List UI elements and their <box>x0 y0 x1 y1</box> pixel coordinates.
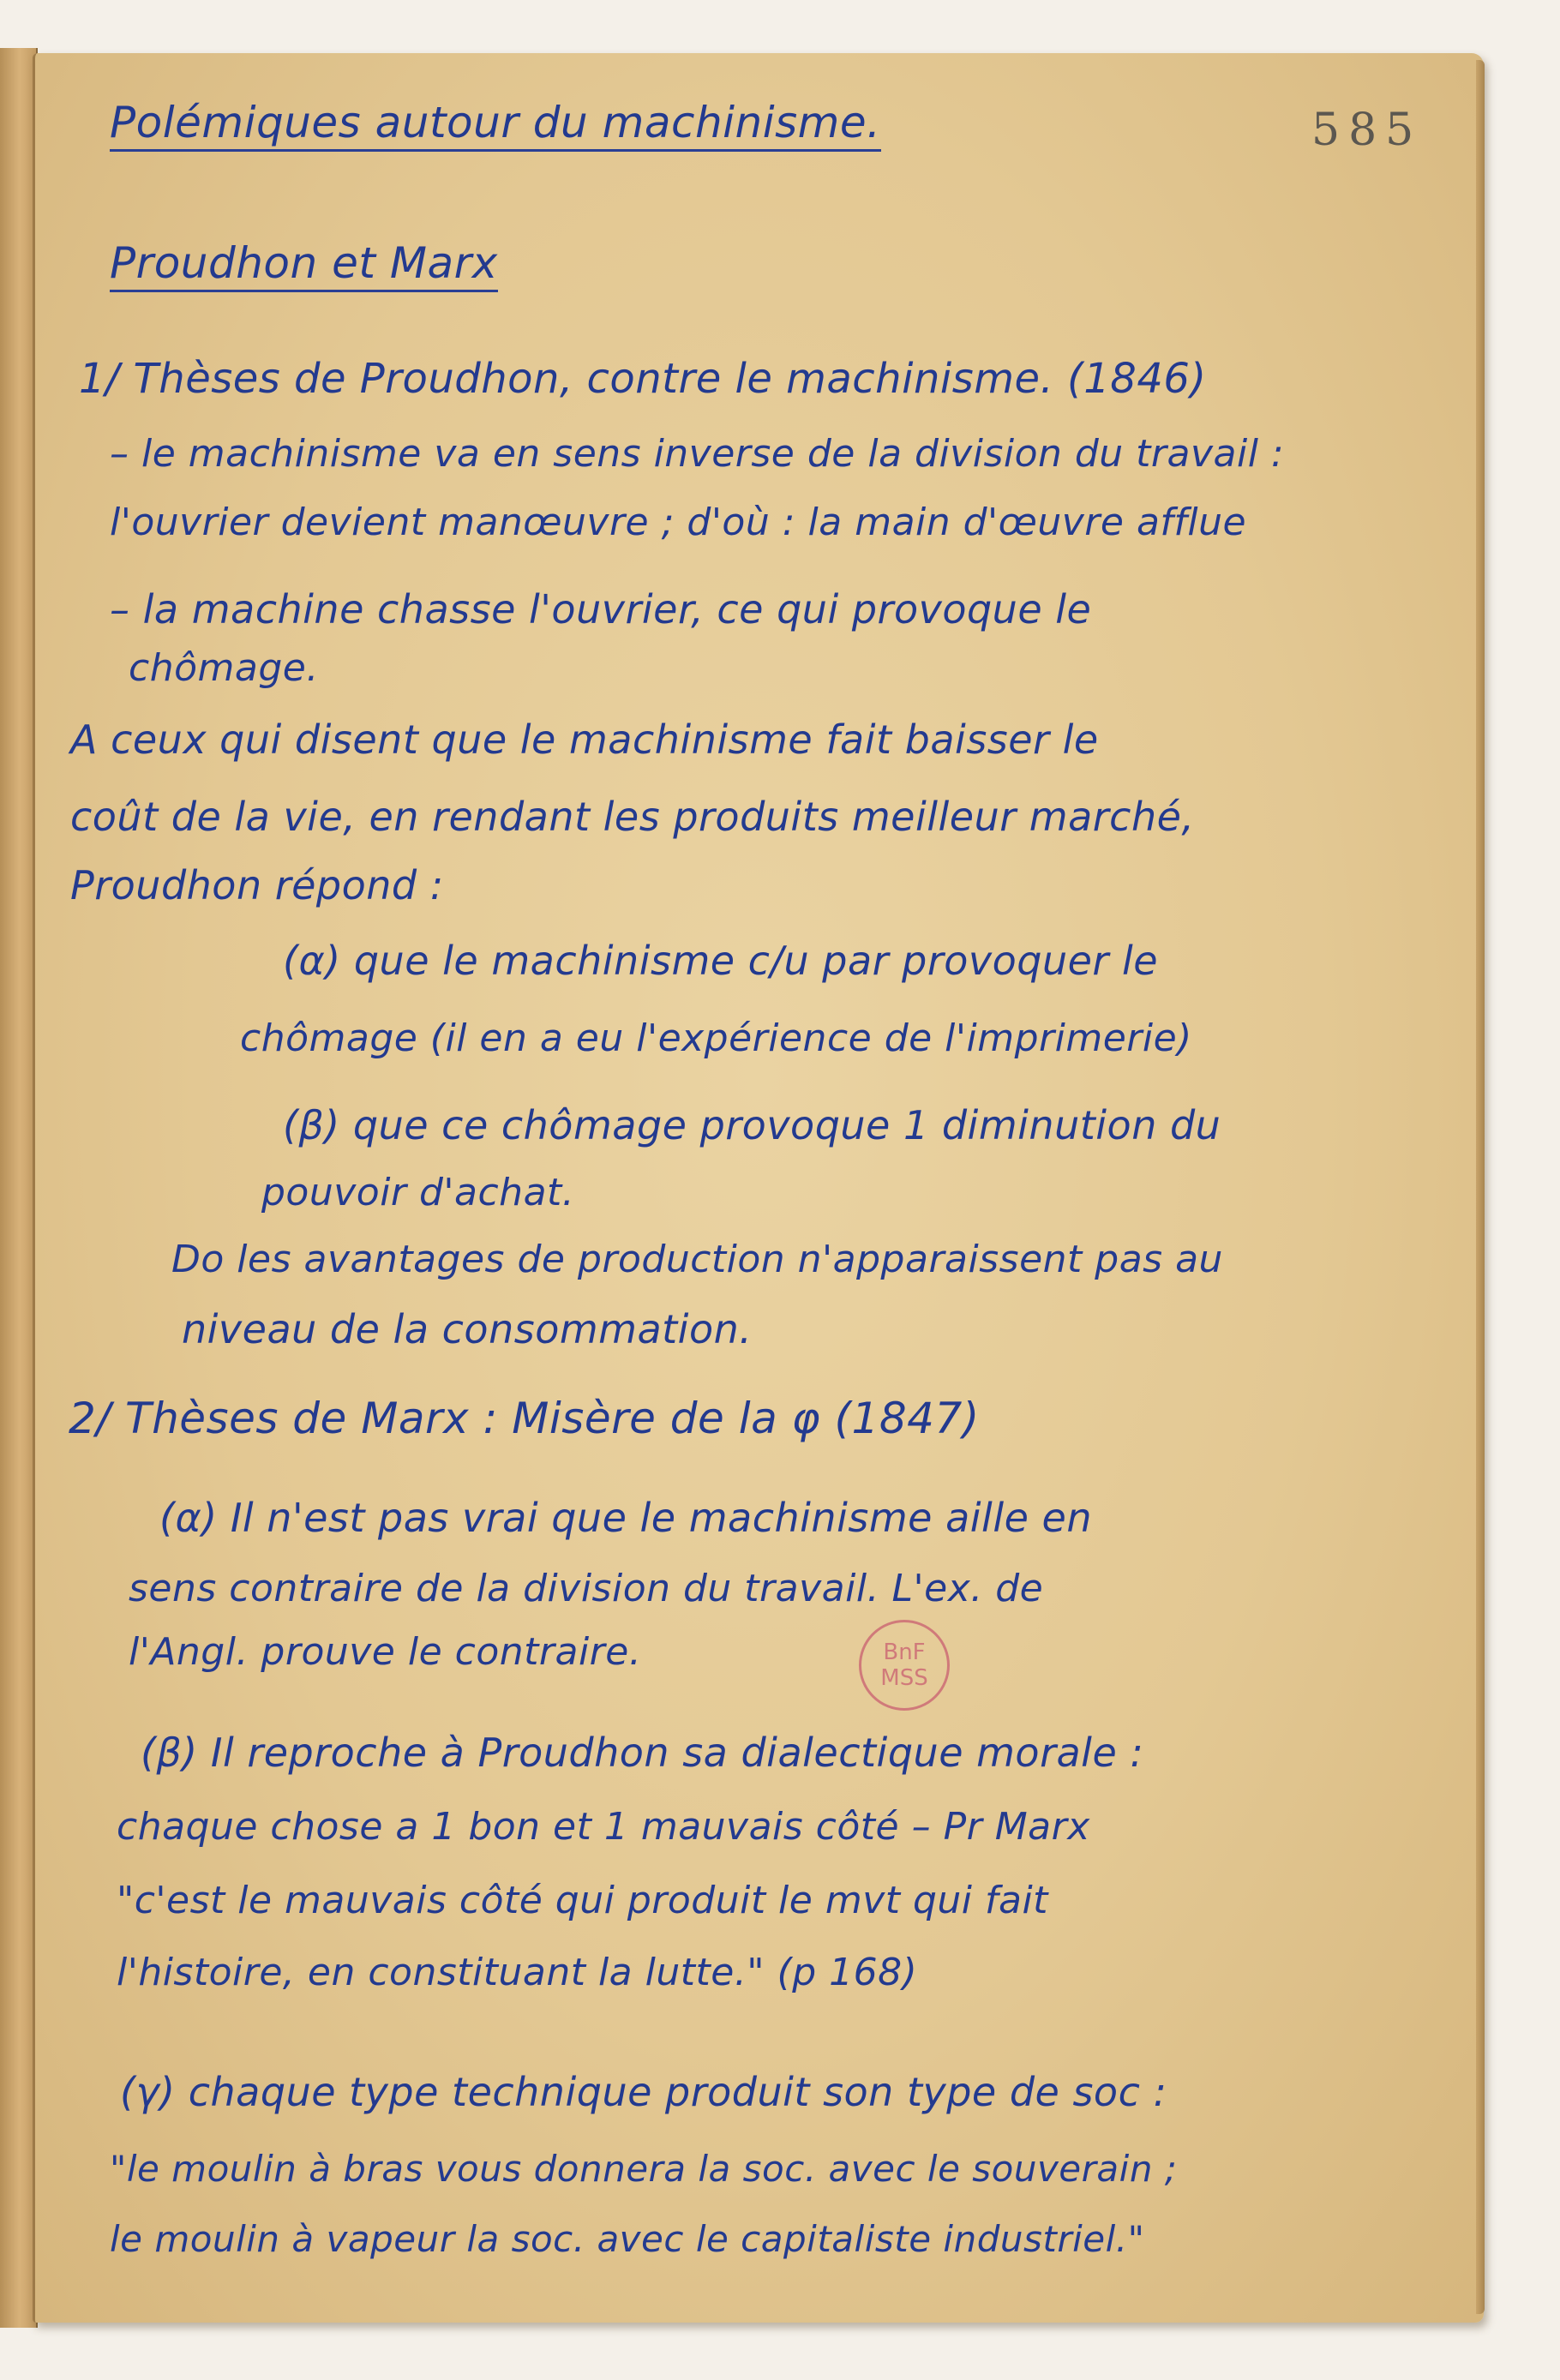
text-line: l'Angl. prouve le contraire. <box>129 1630 642 1674</box>
text-line: – le machinisme va en sens inverse de la division du travail : <box>110 432 1285 476</box>
text-line: chaque chose a 1 bon et 1 mauvais côté – Pr Marx <box>117 1805 1090 1849</box>
text-line: sens contraire de la division du travail. L'ex. de <box>129 1567 1044 1610</box>
bnf-library-stamp <box>859 1620 950 1711</box>
text-line: Do les avantages de production n'apparaissent pas au <box>171 1238 1223 1281</box>
text-line: (γ) chaque type technique produit son type de soc : <box>120 2069 1167 2115</box>
text-line: Proudhon répond : <box>70 862 444 908</box>
heading-subtitle: Proudhon et Marx <box>110 242 498 292</box>
stamp-line-1: BnF <box>883 1640 926 1665</box>
page-stack-edge <box>1476 60 1485 2314</box>
text-line: (β) Il reproche à Proudhon sa dialectique morale : <box>141 1730 1144 1776</box>
text-line: "c'est le mauvais côté qui produit le mvt qui fait <box>117 1879 1048 1922</box>
text-line: l'histoire, en constituant la lutte." (p 168) <box>117 1951 918 1994</box>
text-line: chômage. <box>129 646 319 690</box>
text-line: (α) Il n'est pas vrai que le machinisme aille en <box>159 1495 1092 1541</box>
heading-title: Polémiques autour du machinisme. <box>110 101 881 152</box>
text-line: niveau de la consommation. <box>182 1306 753 1352</box>
text-line: pouvoir d'achat. <box>261 1171 575 1214</box>
page-number: 585 <box>1311 105 1423 156</box>
text-line: chômage (il en a eu l'expérience de l'imprimerie) <box>240 1016 1192 1060</box>
stamp-line-2: MSS <box>880 1665 928 1691</box>
text-line: coût de la vie, en rendant les produits meilleur marché, <box>70 794 1195 840</box>
text-line: le moulin à vapeur la soc. avec le capitaliste industriel." <box>110 2218 1145 2260</box>
text-line: l'ouvrier devient manœuvre ; d'où : la main d'œuvre afflue <box>110 501 1247 544</box>
text-line: (β) que ce chômage provoque 1 diminution du <box>283 1102 1221 1148</box>
text-line: A ceux qui disent que le machinisme fait baisser le <box>70 716 1099 763</box>
text-line: (α) que le machinisme c/u par provoquer le <box>283 938 1159 984</box>
text-line: – la machine chasse l'ouvrier, ce qui provoque le <box>110 586 1092 632</box>
section-1-heading: 1/ Thèses de Proudhon, contre le machinisme. (1846) <box>79 355 1207 403</box>
text-line: "le moulin à bras vous donnera la soc. avec le souverain ; <box>110 2148 1178 2190</box>
section-2-heading: 2/ Thèses de Marx : Misère de la φ (1847) <box>69 1394 980 1443</box>
